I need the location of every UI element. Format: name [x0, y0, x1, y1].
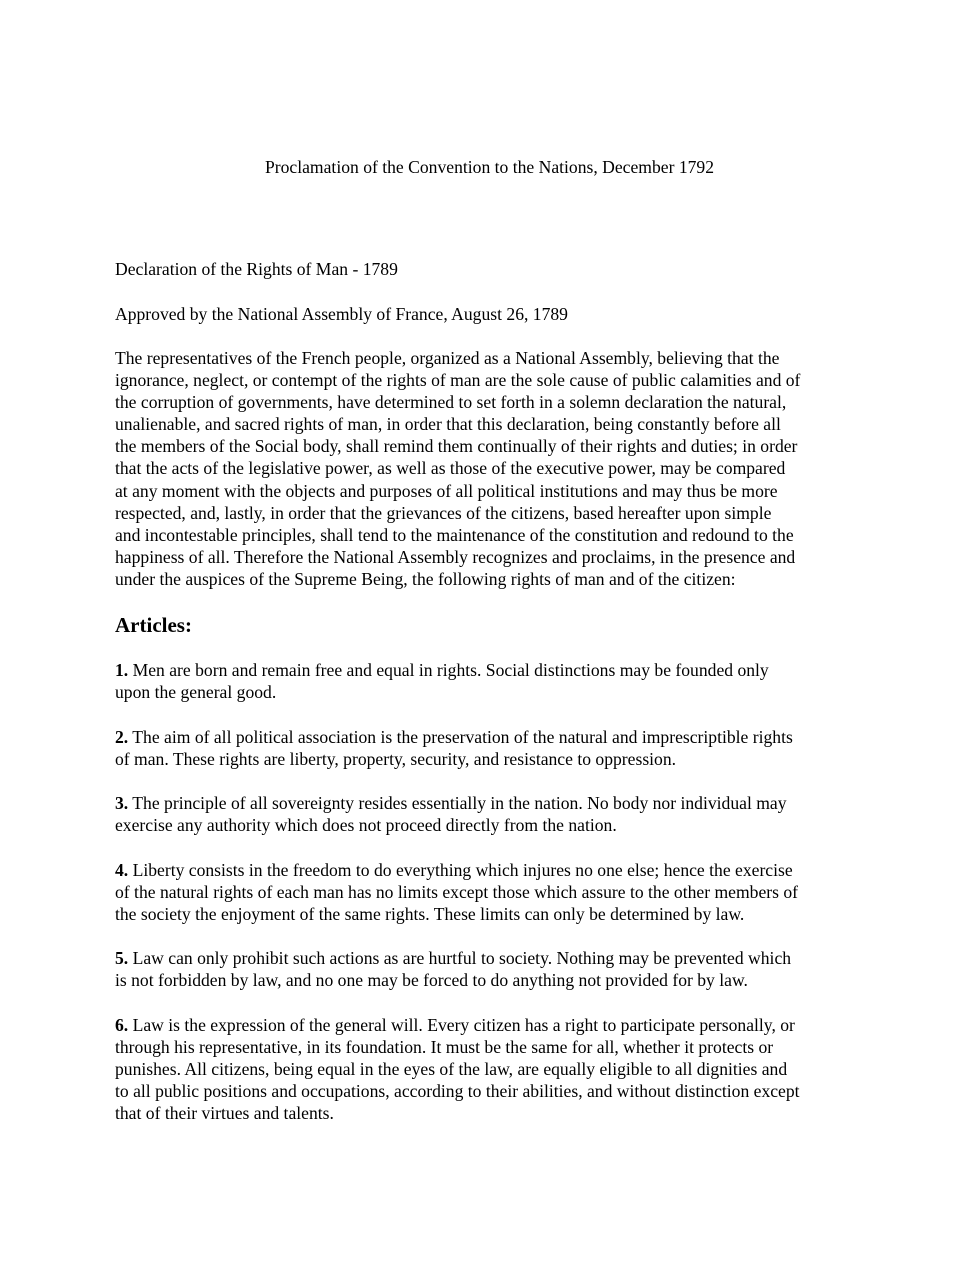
preamble-line: ignorance, neglect, or contempt of the rights of man are the sole cause of public calamities and of	[115, 370, 801, 391]
article-3	[115, 792, 875, 836]
preamble-line: and incontestable principles, shall tend to the maintenance of the constitution and redound to the	[115, 524, 794, 545]
preamble-paragraph	[115, 347, 875, 590]
preamble-line: under the auspices of the Supreme Being, the following rights of man and of the citizen:	[115, 568, 736, 589]
preamble-line: happiness of all. Therefore the National Assembly recognizes and proclaims, in the presence and	[115, 546, 796, 567]
article-text: Law can only prohibit such actions as are hurtful to society. Nothing may be prevented which	[128, 948, 792, 968]
article-number: 4.	[115, 860, 129, 880]
article-text: of the natural rights of each man has no limits except those which assure to the other members of	[115, 882, 799, 903]
approval-text: Approved by the National Assembly of France, August 26, 1789	[115, 304, 568, 324]
document-subtitle	[115, 258, 875, 280]
article-text: the society the enjoyment of the same rights. These limits can only be determined by law.	[115, 904, 745, 925]
document-title: Proclamation of the Convention to the Nations, December 1792	[264, 157, 715, 177]
preamble-line: at any moment with the objects and purposes of all political institutions and may thus be more	[115, 480, 778, 501]
article-text: that of their virtues and talents.	[115, 1103, 334, 1124]
articles-heading: Articles:	[115, 613, 192, 637]
article-text: exercise any authority which does not proceed directly from the nation.	[115, 815, 617, 836]
article-text: The aim of all political association is the preservation of the natural and imprescriptible rights	[128, 727, 793, 747]
article-text: Men are born and remain free and equal in rights. Social distinctions may be founded only	[128, 660, 769, 680]
article-text: The principle of all sovereignty resides essentially in the nation. No body nor individual may	[128, 793, 787, 813]
article-text: to all public positions and occupations, according to their abilities, and without distinction except	[115, 1081, 800, 1102]
article-6	[115, 1014, 875, 1124]
article-text: upon the general good.	[115, 682, 277, 703]
article-number: 1.	[115, 660, 129, 680]
article-number: 5.	[115, 948, 129, 968]
preamble-line: that the acts of the legislative power, as well as those of the executive power, may be compared	[115, 458, 786, 479]
article-text: Law is the expression of the general will. Every citizen has a right to participate personally, or	[128, 1015, 795, 1035]
approval-line	[115, 303, 875, 325]
subtitle-text: Declaration of the Rights of Man - 1789	[115, 259, 398, 279]
article-text: is not forbidden by law, and no one may be forced to do anything not provided for by law.	[115, 970, 748, 991]
preamble-line: the corruption of governments, have determined to set forth in a solemn declaration the natural,	[115, 392, 787, 413]
article-1	[115, 659, 875, 703]
preamble-line: unalienable, and sacred rights of man, in order that this declaration, being constantly before all	[115, 414, 781, 435]
article-4	[115, 859, 875, 925]
preamble-line: respected, and, lastly, in order that the grievances of the citizens, based hereafter upon simple	[115, 502, 772, 523]
article-text: of man. These rights are liberty, property, security, and resistance to oppression.	[115, 749, 677, 770]
article-2	[115, 726, 875, 770]
preamble-line: the members of the Social body, shall remind them continually of their rights and duties; in order	[115, 436, 798, 457]
preamble-line: The representatives of the French people, organized as a National Assembly, believing that the	[115, 348, 780, 368]
article-number: 6.	[115, 1015, 129, 1035]
article-text: Liberty consists in the freedom to do everything which injures no one else; hence the exercise	[128, 860, 793, 880]
article-number: 2.	[115, 727, 129, 747]
article-number: 3.	[115, 793, 129, 813]
article-text: punishes. All citizens, being equal in the eyes of the law, are equally eligible to all dignities and	[115, 1059, 788, 1080]
article-5	[115, 947, 875, 991]
article-text: through his representative, in its foundation. It must be the same for all, whether it protects or	[115, 1037, 774, 1058]
